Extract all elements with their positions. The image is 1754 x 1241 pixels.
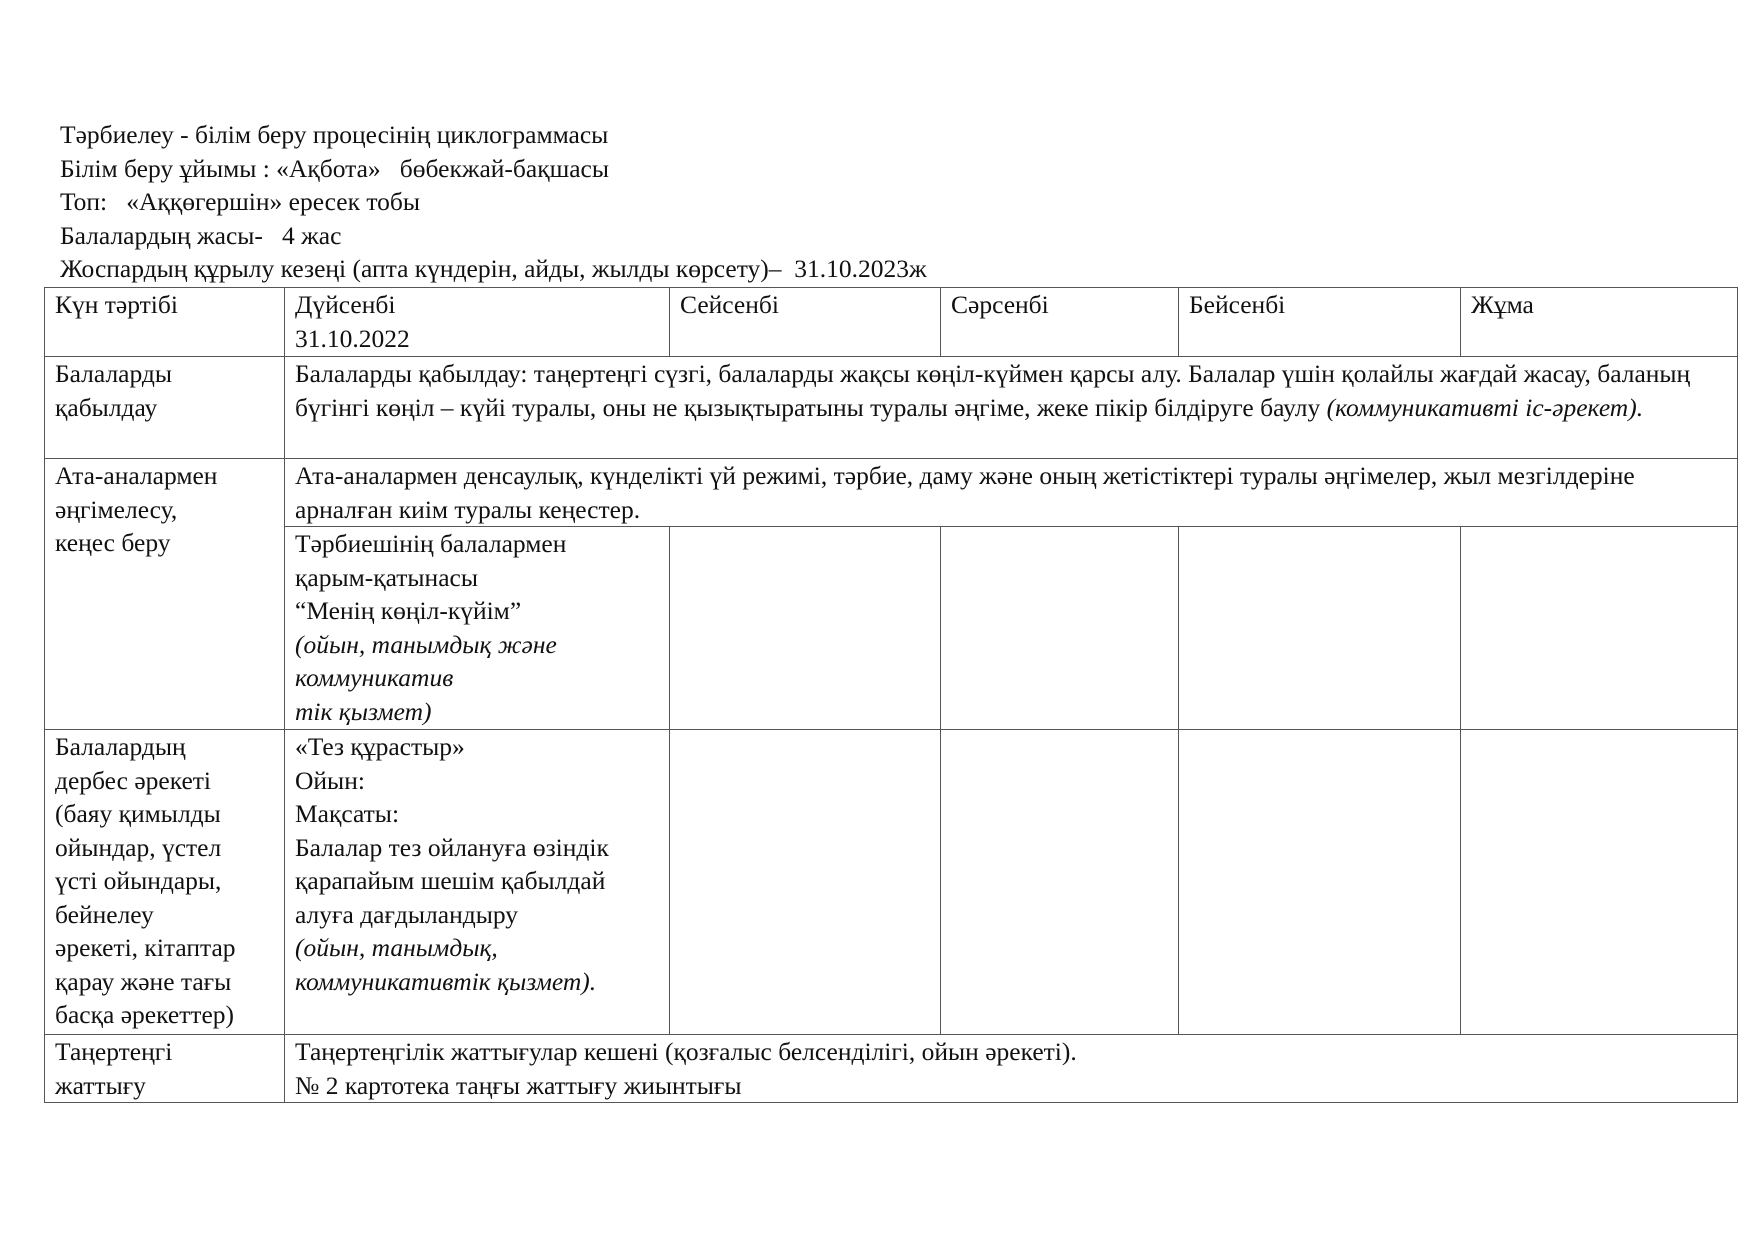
empty-cell: [670, 527, 941, 730]
table-row: [45, 357, 1738, 459]
row-label-independent-activity: Балалардың дербес әрекеті (баяу қимылды ойындар, үстел үсті ойындары, бейнелеу әрекеті, кітаптар қарау және тағы басқа әрекеттер): [45, 730, 285, 1035]
table-row: [45, 459, 1738, 527]
row-label-reception: Балаларды қабылдау: [45, 357, 285, 459]
empty-cell: [1179, 730, 1461, 1035]
age-line: Балалардың жасы- 4 жас: [60, 220, 342, 250]
header-cell-thursday: Бейсенбі: [1179, 288, 1461, 357]
empty-cell: [1179, 527, 1461, 730]
table-header-row: [45, 288, 1738, 357]
group-line: Топ: «Аққөгершін» ересек тобы: [60, 187, 421, 216]
document-title: Тәрбиелеу - білім беру процесінің циклограммасы: [60, 120, 609, 149]
empty-cell: [941, 527, 1179, 730]
row-label-morning-exercise: Таңертеңгі жаттығу: [45, 1035, 285, 1103]
header-cell-schedule: Күн тәртібі: [45, 288, 285, 357]
table-row: [45, 1035, 1738, 1103]
teacher-communication-cell: Тәрбиешінің балалармен қарым-қатынасы “Менің көңіл-күйім” (ойын, танымдық және коммуникатив тік қызмет): [285, 527, 670, 730]
document-header: [60, 118, 927, 286]
empty-cell: [941, 730, 1179, 1035]
header-cell-monday: Дүйсенбі 31.10.2022: [285, 288, 670, 357]
table-row: [45, 730, 1738, 1035]
morning-exercise-text: Таңертеңгілік жаттығулар кешені (қозғалыс белсенділігі, ойын әрекеті). № 2 картотека таңғы жаттығу жиынтығы: [285, 1035, 1738, 1103]
empty-cell: [1461, 730, 1738, 1035]
parents-text: Ата-аналармен денсаулық, күнделікті үй режимі, тәрбие, даму және оның жетістіктері туралы әңгімелер, жыл мезгілдеріне арналған киім туралы кеңестер.: [285, 459, 1738, 527]
organization-line: Білім беру ұйымы : «Ақбота» бөбекжай-бақшасы: [60, 153, 609, 183]
period-line: Жоспардың құрылу кезеңі (апта күндерін, айды, жылды көрсету)– 31.10.2023ж: [60, 254, 927, 283]
row-label-parents: Ата-аналармен әңгімелесу, кеңес беру: [45, 459, 285, 730]
schedule-table: [44, 287, 1738, 1103]
table-row: [45, 527, 1738, 730]
empty-cell: [1461, 527, 1738, 730]
header-cell-wednesday: Сәрсенбі: [941, 288, 1179, 357]
header-cell-tuesday: Сейсенбі: [670, 288, 941, 357]
monday-activity-cell: «Тез құрастыр» Ойын: Мақсаты: Балалар тез ойлануға өзіндік қарапайым шешім қабылдай алуға дағдыландыру (ойын, танымдық, коммуникативтік қызмет).: [285, 730, 670, 1035]
empty-cell: [670, 730, 941, 1035]
header-cell-friday: Жұма: [1461, 288, 1738, 357]
reception-text: Балаларды қабылдау: таңертеңгі сүзгі, балаларды жақсы көңіл-күймен қарсы алу. Балалар үшін қолайлы жағдай жасау, баланың бүгінгі көңіл – күйі туралы, оны не қызықтыратыны туралы әңгіме, жеке пікір білдіруге баулу (коммуникативті іс-әрекет).: [285, 357, 1738, 459]
